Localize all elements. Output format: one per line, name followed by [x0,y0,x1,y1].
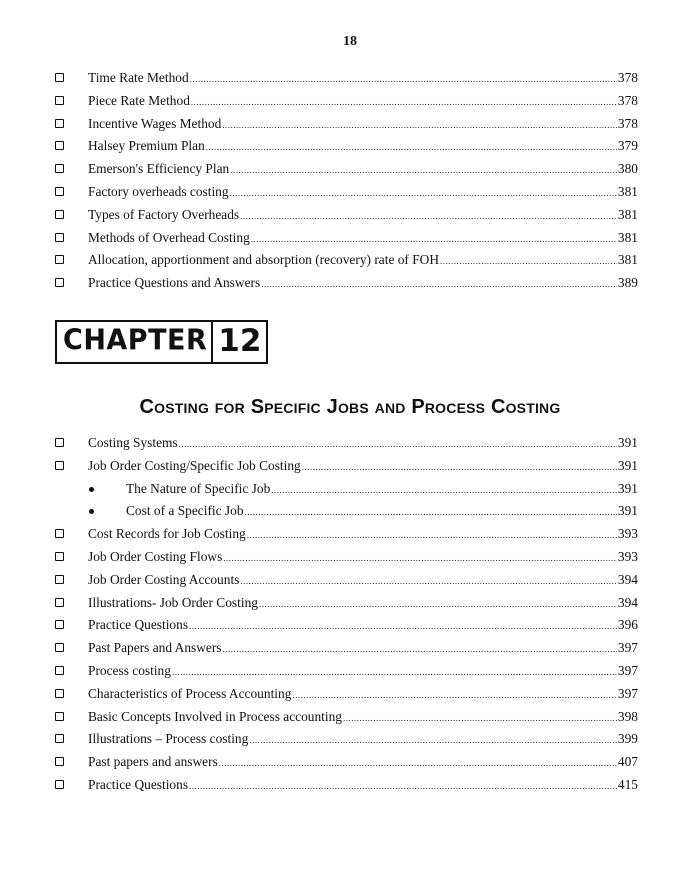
toc-entry-page: 393 [617,526,638,542]
toc-entry-page: 397 [617,662,638,678]
checkbox-square-icon [55,552,64,561]
toc-entry-title: Piece Rate Method [88,92,190,108]
toc-entry-title: Practice Questions [88,776,189,792]
dot-leader [189,615,617,638]
toc-entry-page: 407 [617,754,638,770]
checkbox-square-icon [55,712,64,721]
toc-entry-title: Practice Questions [88,617,189,633]
toc-entry-line [88,706,638,730]
toc-entry [0,637,700,660]
dot-leader [245,501,617,524]
toc-entry-line [88,135,638,159]
dot-leader [206,136,617,159]
dot-leader [240,205,617,228]
dot-leader [292,684,616,707]
toc-entry-page: 397 [617,640,638,656]
toc-list-previous-chapter [0,67,700,295]
page-number: 18 [343,34,357,49]
toc-entry [0,660,700,683]
dot-leader [172,661,617,684]
checkbox-square-icon [55,96,64,105]
toc-entry [0,683,700,706]
dot-leader [271,479,617,502]
toc-entry-page: 415 [617,776,638,792]
toc-entry-title: Illustrations- Job Order Costing [88,594,258,610]
toc-entry-line [88,181,638,205]
dot-leader [251,228,617,251]
bullet-icon [89,509,94,514]
toc-entry-page: 397 [617,685,638,701]
toc-entry-page: 394 [617,594,638,610]
toc-entry-line [88,158,638,182]
toc-entry-page: 391 [617,480,638,496]
toc-entry-line [88,546,638,570]
checkbox-square-icon [55,643,64,652]
toc-entry-line [126,478,638,502]
checkbox-square-icon [55,233,64,242]
toc-entry [0,432,700,455]
toc-entry-page: 394 [617,571,638,587]
toc-entry-line [88,432,638,456]
dot-leader [222,114,617,137]
toc-entry-line [88,272,638,296]
toc-entry [0,728,700,751]
toc-entry [0,181,700,204]
toc-entry [0,272,700,295]
toc-entry-page: 398 [617,708,638,724]
checkbox-square-icon [55,666,64,675]
dot-leader [189,775,617,798]
toc-entry [0,67,700,90]
toc-entry [0,751,700,774]
toc-entry-page: 378 [617,115,638,131]
toc-entry-page: 391 [617,503,638,519]
checkbox-square-icon [55,164,64,173]
checkbox-square-icon [55,461,64,470]
toc-entry [0,592,700,615]
toc-entry [0,569,700,592]
checkbox-square-icon [55,575,64,584]
toc-entry [0,227,700,250]
toc-entry [0,249,700,272]
checkbox-square-icon [55,438,64,447]
toc-entry-title: Methods of Overhead Costing [88,229,250,245]
dot-leader [179,433,617,456]
dot-leader [249,729,617,752]
toc-entry-page: 389 [617,275,638,291]
toc-entry-page: 391 [617,457,638,473]
toc-entry-page: 393 [617,548,638,564]
checkbox-square-icon [55,278,64,287]
toc-entry-line [88,774,638,798]
checkbox-square-icon [55,734,64,743]
toc-entry-title: Allocation, apportionment and absorption (recovery) rate of FOH [88,252,440,268]
toc-entry-title: Time Rate Method [88,70,189,85]
toc-entry-page: 399 [617,731,638,747]
dot-leader [230,182,617,205]
checkbox-square-icon [55,187,64,196]
toc-entry-page: 379 [617,138,638,154]
dot-leader [219,752,617,775]
toc-entry-title: Illustrations – Process costing [88,731,249,747]
checkbox-square-icon [55,689,64,698]
toc-entry-title: Past papers and answers [88,754,218,770]
toc-entry-line [88,637,638,661]
toc-entry-page: 396 [617,617,638,633]
toc-entry-title: Characteristics of Process Accounting [88,685,292,701]
chapter-badge [55,320,268,364]
toc-entry-title: Job Order Costing/Specific Job Costing [88,457,301,473]
toc-entry-line [88,204,638,228]
toc-entry-line [88,683,638,707]
toc-entry-page: 381 [617,252,638,268]
chapter-label: CHAPTER [63,324,208,357]
dot-leader [223,638,617,661]
dot-leader [223,547,617,570]
checkbox-square-icon [55,119,64,128]
dot-leader [259,593,617,616]
toc-entry-title: Cost Records for Job Costing [88,526,246,542]
toc-entry-title: Job Order Costing Flows [88,548,223,564]
toc-entry [0,706,700,729]
toc-entry-page: 381 [617,183,638,199]
checkbox-square-icon [55,141,64,150]
checkbox-square-icon [55,598,64,607]
toc-entry-line [88,113,638,137]
toc-entry-line [88,67,638,91]
toc-entry-title: Incentive Wages Method [88,115,222,131]
toc-entry-line [88,90,638,114]
toc-entry-title: The Nature of Specific Job [126,480,271,496]
toc-entry-title: Cost of a Specific Job [126,503,244,519]
toc-entry [0,774,700,797]
toc-entry-title: Practice Questions and Answers [88,275,261,291]
dot-leader [261,273,617,296]
checkbox-square-icon [55,73,64,82]
toc-entry-line [88,751,638,775]
toc-entry-line [88,569,638,593]
toc-entry-title: Costing Systems [88,435,178,450]
toc-entry-line [88,592,638,616]
dot-leader [230,159,617,182]
toc-entry [0,546,700,569]
dot-leader [191,91,617,114]
chapter-number: 12 [211,322,266,362]
toc-entry-title: Halsey Premium Plan [88,138,205,154]
toc-entry-title: Types of Factory Overheads [88,206,240,222]
checkbox-square-icon [55,780,64,789]
checkbox-square-icon [55,210,64,219]
toc-entry-page: 378 [617,70,638,85]
toc-entry-line [88,227,638,251]
checkbox-square-icon [55,255,64,264]
toc-entry-line [88,614,638,638]
toc-entry-page: 380 [617,161,638,177]
toc-entry-title: Job Order Costing Accounts [88,571,240,587]
toc-entry-title: Basic Concepts Involved in Process accounting [88,708,342,724]
checkbox-square-icon [55,757,64,766]
dot-leader [240,570,617,593]
toc-entry [0,523,700,546]
toc-entry-title: Factory overheads costing [88,183,229,199]
toc-entry-line [88,660,638,684]
toc-entry [0,614,700,637]
dot-leader [302,456,617,479]
toc-entry [0,204,700,227]
dot-leader [190,68,617,91]
toc-entry-line [88,523,638,547]
toc-entry [0,90,700,113]
toc-entry-line [88,249,638,273]
toc-entry-title: Emerson's Efficiency Plan [88,161,230,177]
toc-entry-line [126,500,638,524]
toc-entry-page: 378 [617,92,638,108]
toc-entry [0,455,700,478]
toc-entry [0,135,700,158]
toc-entry [0,478,700,501]
dot-leader [343,707,617,730]
toc-entry-line [88,455,638,479]
toc-entry-page: 381 [617,229,638,245]
dot-leader [247,524,617,547]
chapter-title: Costing for Specific Jobs and Process Costing [139,396,561,418]
toc-entry-line [88,728,638,752]
toc-entry-page: 391 [617,435,638,450]
toc-entry [0,113,700,136]
toc-entry-page: 381 [617,206,638,222]
toc-entry-title: Past Papers and Answers [88,640,222,656]
checkbox-square-icon [55,529,64,538]
toc-entry-title: Process costing [88,662,171,678]
toc-entry [0,158,700,181]
bullet-icon [89,487,94,492]
checkbox-square-icon [55,620,64,629]
toc-entry [0,500,700,523]
dot-leader [440,250,617,273]
toc-list-chapter-12 [0,432,700,797]
